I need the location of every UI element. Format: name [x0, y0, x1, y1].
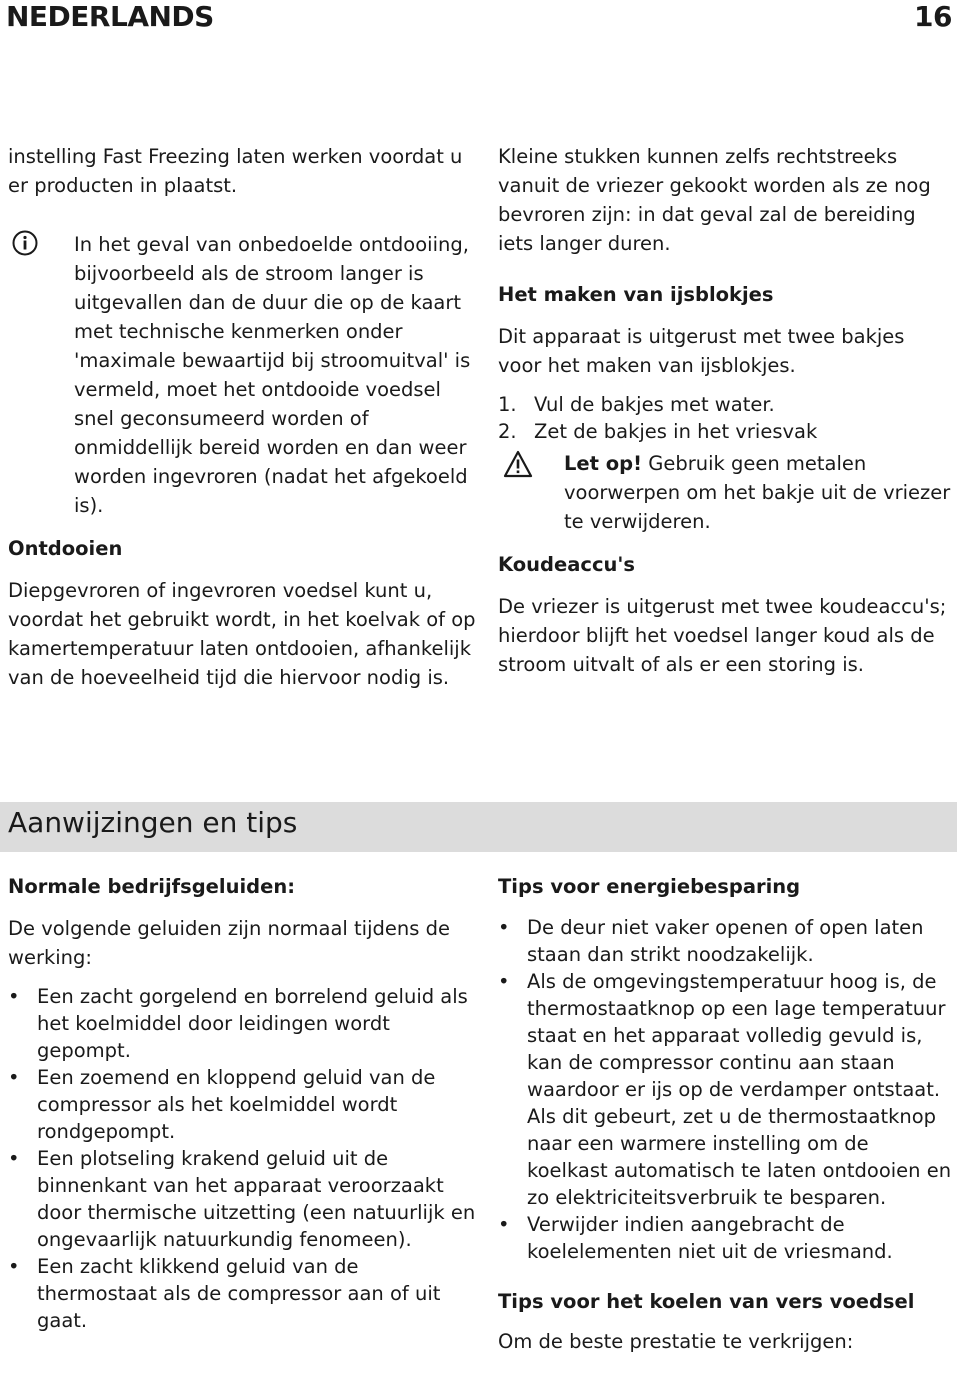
koude-heading: Koudeaccu's	[498, 553, 635, 576]
list-item: • De deur niet vaker openen of open laten staan dan strikt noodzakelijk.	[498, 914, 953, 968]
right-column-bottom	[498, 872, 953, 1356]
list-item: • Verwijder indien aangebracht de koelelementen niet uit de vriesmand.	[498, 1211, 953, 1265]
warning-icon	[503, 450, 533, 478]
ice-text: Dit apparaat is uitgerust met twee bakjes voor het maken van ijsblokjes.	[498, 325, 905, 377]
left-column-top	[8, 142, 478, 692]
ice-heading: Het maken van ijsblokjes	[498, 283, 774, 306]
list-item: • Een plotseling krakend geluid uit de binnenkant van het apparaat veroorzaakt door thermische uitzetting (een natuurlijk en ongevaarlijk natuurkundig fenomeen).	[8, 1145, 478, 1253]
fresh-food-text: Om de beste prestatie te verkrijgen:	[498, 1330, 854, 1353]
section-band	[0, 802, 957, 852]
sounds-intro: De volgende geluiden zijn normaal tijdens de werking:	[8, 917, 450, 969]
intro-text: instelling Fast Freezing laten werken voordat u er producten in plaatst.	[8, 145, 463, 197]
note-text: In het geval van onbedoelde ontdooiing, bijvoorbeeld als de stroom langer is uitgevallen dan de duur die op de kaart met technische kenmerken onder 'maximale bewaartijd bij stroomuitval' is vermeld, moet het ontdooide voedsel snel geconsumeerd worden of onmiddellijk bereid worden en dan weer worden ingevroren (nadat het afgekoeld is).	[74, 233, 471, 517]
ice-step: 2. Zet de bakjes in het vriesvak	[498, 420, 818, 443]
warning-note	[498, 449, 953, 536]
language-label: NEDERLANDS	[6, 0, 214, 33]
list-item: • Als de omgevingstemperatuur hoog is, de thermostaatknop op een lage temperatuur staat en het apparaat volledig gevuld is, kan de compressor continu aan staan waardoor er ijs op de verdamper ontstaat. Als dit gebeurt, zet u de thermostaatknop naar een warmere instelling om de koelkast automatisch te laten ontdooien en zo elektriciteitsverbruik te besparen.	[498, 968, 953, 1211]
list-item: • Een zoemend en kloppend geluid van de compressor als het koelmiddel wordt rondgepompt.	[8, 1064, 478, 1145]
ice-steps	[498, 391, 953, 445]
right-column-top	[498, 142, 953, 679]
energy-heading: Tips voor energiebesparing	[498, 875, 801, 898]
list-item: • Een zacht gorgelend en borrelend geluid als het koelmiddel door leidingen wordt gepompt.	[8, 983, 478, 1064]
list-item: • Een zacht klikkend geluid van de thermostaat als de compressor aan of uit gaat.	[8, 1253, 478, 1334]
page-header	[0, 0, 960, 34]
fresh-food-heading: Tips voor het koelen van vers voedsel	[498, 1290, 915, 1313]
info-note	[8, 230, 478, 520]
ice-step: 1. Vul de bakjes met water.	[498, 393, 775, 416]
page-number: 16	[914, 0, 952, 33]
left-column-bottom	[8, 872, 478, 1334]
sounds-heading: Normale bedrijfsgeluiden:	[8, 875, 296, 898]
ontdooien-text: Diepgevroren of ingevroren voedsel kunt u, voordat het gebruikt wordt, in het koelvak of op kamertemperatuur laten ontdooien, afhankelijk van de hoeveelheid tijd die hiervoor nodig is.	[8, 579, 476, 689]
info-icon	[12, 230, 38, 256]
warning-text: Let op! Gebruik geen metalen voorwerpen om het bakje uit de vriezer te verwijderen.	[564, 452, 951, 533]
warning-lead: Let op!	[564, 452, 643, 475]
section-title: Aanwijzingen en tips	[8, 806, 298, 839]
koude-text: De vriezer is uitgerust met twee koudeaccu's; hierdoor blijft het voedsel langer koud als de stroom uitvalt of als er een storing is.	[498, 595, 947, 676]
right-intro-text: Kleine stukken kunnen zelfs rechtstreeks vanuit de vriezer gekookt worden als ze nog bevroren zijn: in dat geval zal de bereiding iets langer duren.	[498, 145, 931, 255]
sounds-list	[8, 983, 478, 1334]
energy-list	[498, 914, 953, 1265]
ontdooien-heading: Ontdooien	[8, 537, 123, 560]
